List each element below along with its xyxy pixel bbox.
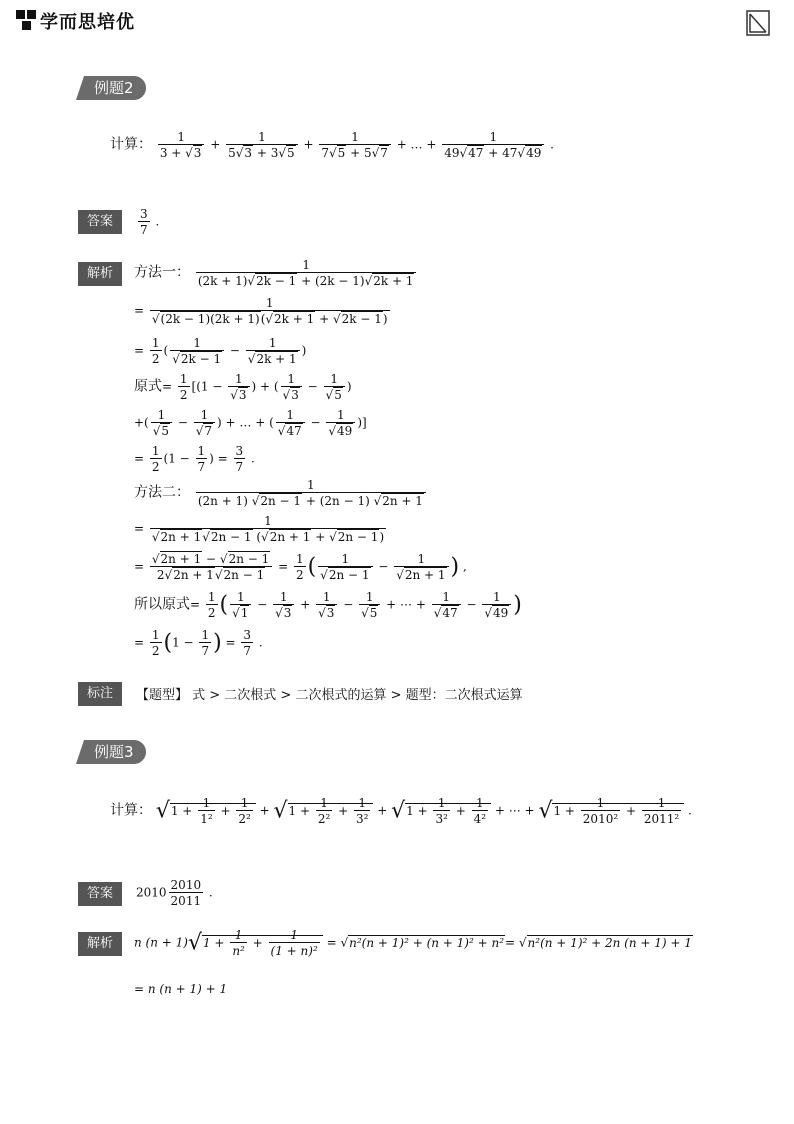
- example-3-title: 例题3: [94, 743, 134, 761]
- ex3-solution-line-1: n (n + 1)√1 + $\frac{1}{\text{n²}}$ + $\frac{1}{\text{(1 + n)²}}$ = √n²(n + 1)² + (n + 1)² + n²= √n²(n + 1)² + 2n (n + 1) + 1: [134, 928, 692, 958]
- example-2-banner: [76, 76, 146, 100]
- solution-line-3: = $\frac{1}{2}$ ( $\frac{1}{√2k - 1}$ − $\frac{1}{√2k + 1}$ ): [134, 336, 307, 366]
- prompt-label: 计算：: [110, 136, 152, 153]
- brand-logo: [16, 8, 135, 34]
- answer-numerator: 3: [140, 207, 148, 221]
- solution-line-7: 方法二： $\frac{1}{(2n + 1) √2n - 1 + (2n - 1) √2n + 1}$: [134, 478, 428, 508]
- example-3-answer: 2010 $\frac{2010}{2011}$ .: [136, 878, 213, 908]
- analysis-tag: 解析: [78, 932, 122, 956]
- example-2-problem: 计算： $\frac{1}{3 + √3}$ + $\frac{1}{5√3 + 3√5}$ + $\frac{1}{7√5 + 5√7}$ + … + $\frac{1}{49√47 + 47√49}$ .: [110, 130, 554, 160]
- example-3-problem: 计算： √1 + $\frac{1}{\text{1²}}$ + $\frac{1}{\text{2²}}$ + √1 + $\frac{1}{\text{2²}}$ + $\frac{1}{\text{3²}}$ + √1 + $\frac{1}{\text{3²}}$ + $\frac{1}{\text{4²}}$ + ⋯ + √1 + $\frac{1}{\text{2010²}}$ + $\frac{1}{\text{2011²}}$ .: [110, 796, 692, 826]
- solution-line-8: = $\frac{1}{√2n + 1√2n - 1 (√2n + 1 + √2n - 1)}$: [134, 514, 385, 544]
- brand-name: 学而思培优: [40, 12, 135, 33]
- original-label: 原式: [134, 378, 162, 395]
- answer-numerator: 2010: [170, 878, 202, 892]
- solution-line-5: +( $\frac{1}{√5}$ − $\frac{1}{√7}$ ) + … + ( $\frac{1}{√47}$ − $\frac{1}{√49}$ )]: [134, 408, 367, 438]
- example-2-title: 例题2: [94, 79, 134, 97]
- example-3-banner: [76, 740, 146, 764]
- solution-line-9: = $\frac{√2n + 1 - √2n - 1}{2√2n + 1√2n - 1}$ = $\frac{1}{2}$ ( $\frac{1}{√2n - 1}$ − $\frac{1}{√2n + 1}$ ) ,: [134, 552, 467, 582]
- prompt-label: 计算：: [110, 802, 152, 819]
- solution-line-11: = $\frac{1}{2}$ (1 − $\frac{1}{7}$ ) = $\frac{3}{7}$ .: [134, 628, 263, 658]
- logo-icon: [16, 10, 36, 32]
- method-2-label: 方法二：: [134, 484, 190, 501]
- solution-line-2: = $\frac{1}{√(2k - 1)(2k + 1)(√2k + 1 + √2k - 1)}$: [134, 296, 388, 326]
- solution-line-4: 原式= $\frac{1}{2}$ [(1 − $\frac{1}{√3}$ ) + ( $\frac{1}{√3}$ − $\frac{1}{√5}$ ): [134, 372, 352, 402]
- method-1-label: 方法一：: [134, 264, 190, 281]
- answer-denominator: 2011: [170, 894, 202, 908]
- note-tag: 标注: [78, 682, 122, 706]
- answer-denominator: 7: [140, 223, 148, 237]
- ruler-triangle-icon: [746, 10, 770, 36]
- ex3-solution-line-2: = n (n + 1) + 1: [134, 982, 228, 996]
- so-original-label: 所以原式: [134, 596, 190, 613]
- solution-line-10: 所以原式= $\frac{1}{2}$ ( $\frac{1}{√1}$ − $\frac{1}{√3}$ + $\frac{1}{√3}$ − $\frac{1}{√5}$ + ⋯ + $\frac{1}{√47}$ − $\frac{1}{√49}$ ): [134, 590, 522, 620]
- solution-line-6: = $\frac{1}{2}$ (1 − $\frac{1}{7}$ ) = $\frac{3}{7}$ .: [134, 444, 255, 474]
- analysis-tag: 解析: [78, 262, 122, 286]
- note-text: 【题型】 式 > 二次根式 > 二次根式的运算 > 题型：二次根式运算: [136, 688, 523, 703]
- answer-tag: 答案: [78, 882, 122, 906]
- solution-line-1: 方法一： $\frac{1}{(2k + 1)√2k - 1 + (2k - 1)√2k + 1}$: [134, 258, 418, 288]
- answer-tag: 答案: [78, 210, 122, 234]
- example-2-answer: $\frac{3}{7}$ .: [140, 207, 160, 237]
- answer-whole: 2010: [136, 885, 167, 900]
